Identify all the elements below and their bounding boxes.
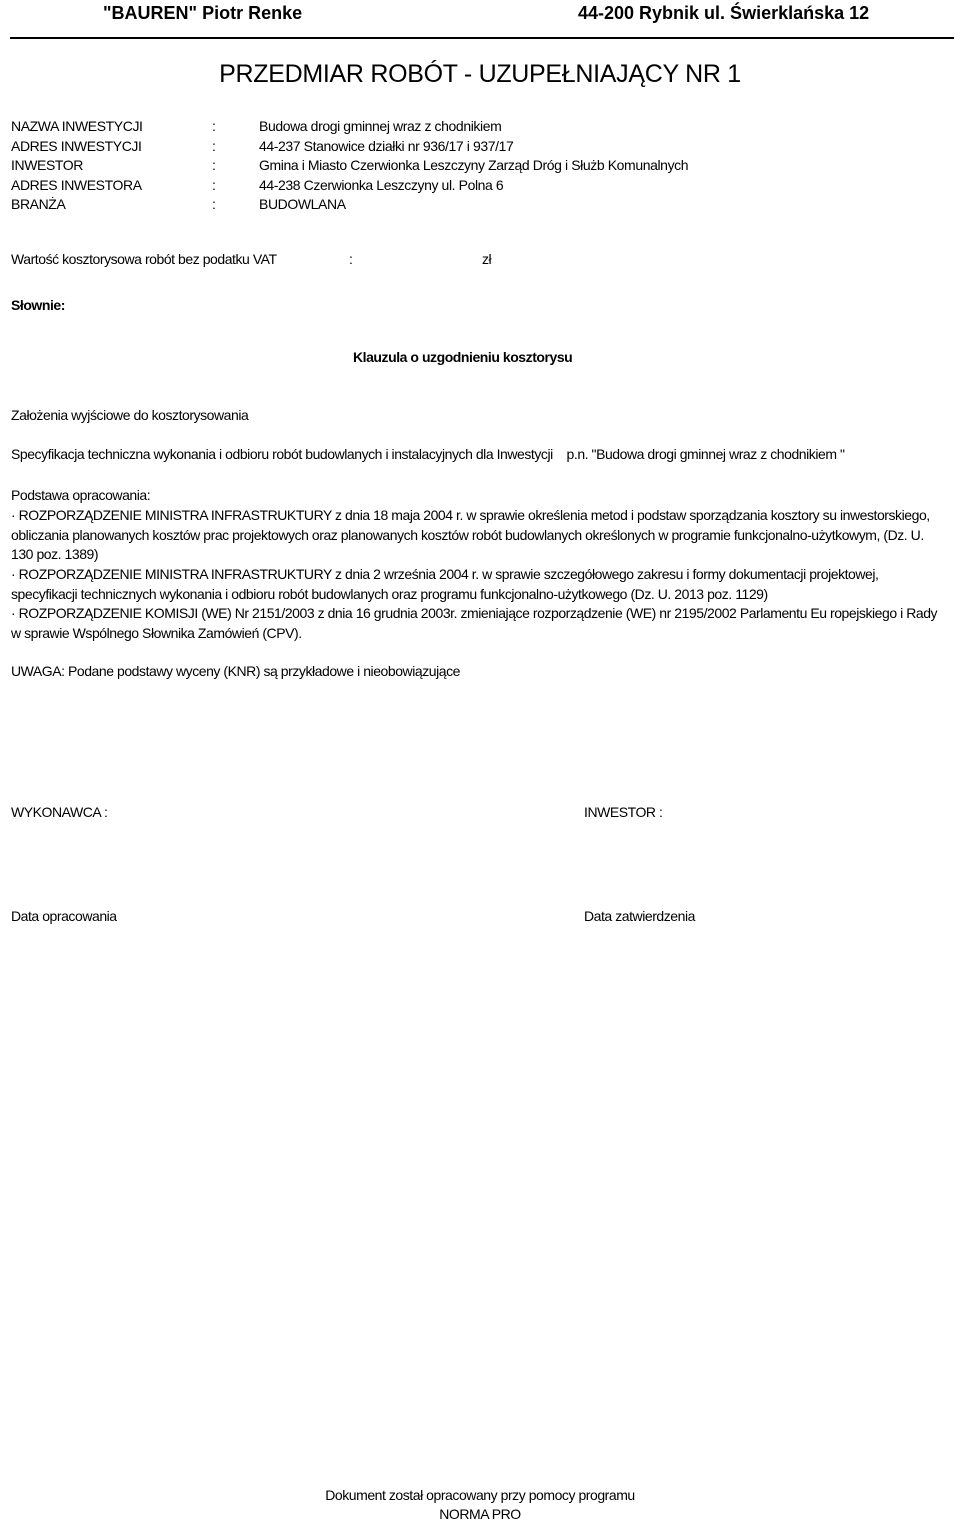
info-label-investment-address: ADRES INWESTYCJI [11,138,142,154]
info-value-branch: BUDOWLANA [259,196,346,212]
basis-item-3: · ROZPORZĄDZENIE KOMISJI (WE) Nr 2151/2003 z dnia 16 grudnia 2003r. zmieniające rozporządzenie (WE) nr 2195/2002 Parlamentu Eu ropejskiego i Rady w sprawie Wspólnego Słownika Zamówień (CPV). [11,605,938,641]
info-colon: : [212,138,216,154]
company-name: "BAUREN" Piotr Renke [103,3,303,23]
info-colon: : [212,157,216,173]
specification-text: Specyfikacja techniczna wykonania i odbioru robót budowlanych i instalacyjnych dla Inwestycji p.n. "Budowa drogi gminnej wraz z chodnikiem " [11,446,845,462]
basis-item-1: · ROZPORZĄDZENIE MINISTRA INFRASTRUKTURY z dnia 18 maja 2004 r. w sprawie określenia metod i podstaw sporządzania kosztory su inwestorskiego, obliczania planowanych kosztów prac projektowych oraz planowanych kosztów robót budowlanych określonych w programie funkcjonalno-użytkowym, (Dz. U. 130 poz. 1389) [11,507,930,562]
contractor-signature-label: WYKONAWCA : [11,804,108,820]
info-colon: : [212,177,216,193]
info-label-investment-name: NAZWA INWESTYCJI [11,118,143,134]
clause-title: Klauzula o uzgodnieniu kosztorysu [353,349,573,365]
cost-label: Wartość kosztorysowa robót bez podatku VAT [11,251,277,267]
info-value-investment-address: 44-237 Stanowice działki nr 936/17 i 937/17 [259,138,514,154]
footer-program-name: NORMA PRO [439,1506,521,1522]
basis-label: Podstawa opracowania: [11,487,151,503]
footer-generated-by: Dokument został opracowany przy pomocy programu [325,1487,635,1503]
investor-signature-label: INWESTOR : [584,804,663,820]
info-value-investor-address: 44-238 Czerwionka Leszczyny ul. Polna 6 [259,177,504,193]
approved-date-label: Data zatwierdzenia [584,908,695,924]
assumptions-label: Założenia wyjściowe do kosztorysowania [11,407,249,423]
info-colon: : [212,196,216,212]
info-label-branch: BRANŻA [11,196,66,212]
info-label-investor-address: ADRES INWESTORA [11,177,142,193]
prepared-date-label: Data opracowania [11,908,117,924]
info-value-investor: Gmina i Miasto Czerwionka Leszczyny Zarząd Dróg i Służb Komunalnych [259,157,689,173]
info-value-investment-name: Budowa drogi gminnej wraz z chodnikiem [259,118,502,134]
cost-colon: : [349,251,353,267]
document-title: PRZEDMIAR ROBÓT - UZUPEŁNIAJĄCY NR 1 [219,60,741,88]
basis-item-2: · ROZPORZĄDZENIE MINISTRA INFRASTRUKTURY z dnia 2 września 2004 r. w sprawie szczegółowego zakresu i formy dokumentacji projektowej, specyfikacji technicznych wykonania i odbioru robót budowlanych oraz programu funkcjonalno-użytkowego (Dz. U. 2013 poz. 1129) [11,566,879,602]
info-label-investor: INWESTOR [11,157,83,173]
company-address: 44-200 Rybnik ul. Świerklańska 12 [578,3,870,23]
header-divider [10,37,954,39]
amount-in-words-label: Słownie: [11,297,65,313]
info-colon: : [212,118,216,134]
cost-currency: zł [482,251,492,267]
disclaimer-note: UWAGA: Podane podstawy wyceny (KNR) są przykładowe i nieobowiązujące [11,663,460,679]
